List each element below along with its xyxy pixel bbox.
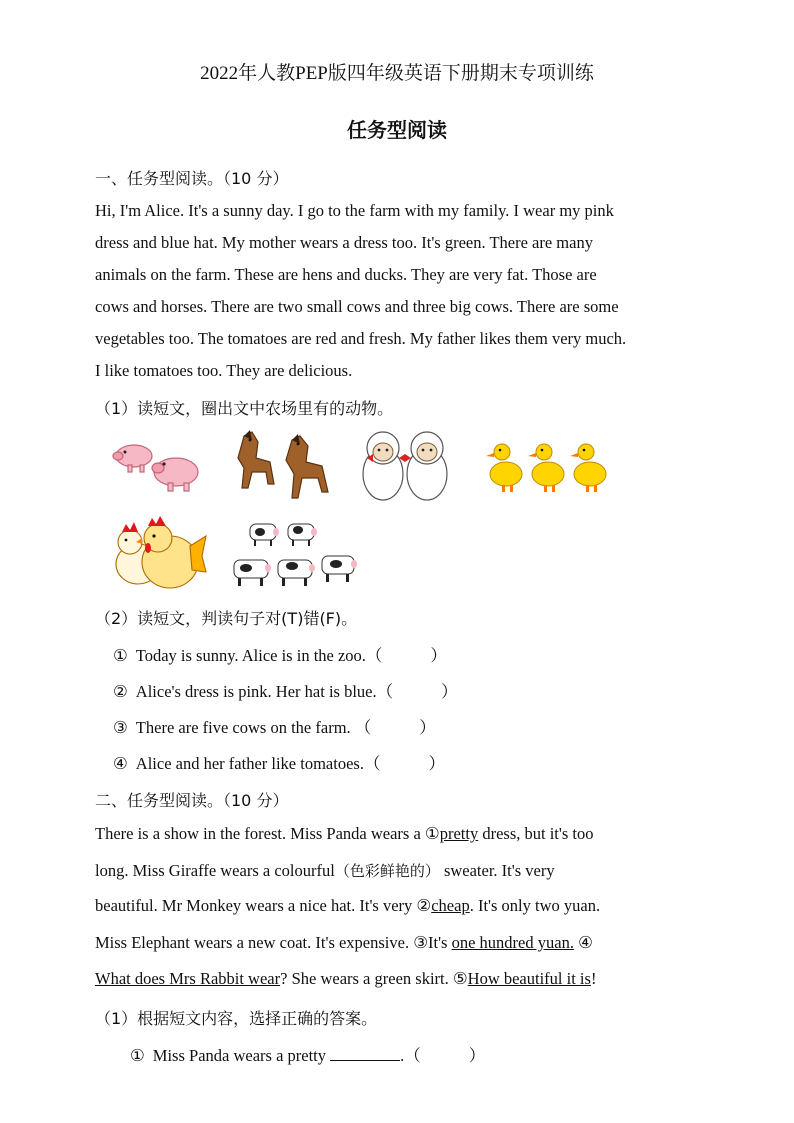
sheep-icon xyxy=(355,428,455,508)
item-close: ） xyxy=(419,718,436,737)
passage-line: vegetables too. The tomatoes are red and fresh. My father likes them very much. xyxy=(95,329,627,348)
passage2-line xyxy=(95,896,600,916)
tf-item xyxy=(113,678,458,702)
text-run: There is a show in the forest. Miss Panda wears a ① xyxy=(95,824,440,843)
passage2-line xyxy=(95,824,594,844)
text-run: ④ xyxy=(573,933,593,952)
item-tail: .（ xyxy=(400,1046,421,1065)
text-run: ? She wears a green skirt. ⑤ xyxy=(280,969,468,988)
passage2-line xyxy=(95,933,593,953)
cow-icon xyxy=(232,518,358,588)
item-close: ） xyxy=(468,1046,486,1065)
underlined-phrase: How beautiful it is xyxy=(467,969,591,988)
text-run: . It's only two yuan. xyxy=(469,896,601,915)
passage-line: I like tomatoes too. They are delicious. xyxy=(95,361,353,380)
underlined-phrase: cheap xyxy=(431,896,470,915)
text-run: Miss Elephant wears a new coat. It's expensive. ③It's xyxy=(95,933,452,952)
text-run: ! xyxy=(590,969,597,988)
page-subtitle: 任务型阅读 xyxy=(347,118,447,142)
item-number: ② xyxy=(113,682,128,701)
item-text: Miss Panda wears a pretty xyxy=(152,1046,331,1065)
tf-item xyxy=(113,714,436,738)
tf-item xyxy=(113,642,447,666)
item-text: Alice and her father like tomatoes.（ xyxy=(135,754,381,773)
horse-icon xyxy=(230,428,342,504)
tf-item xyxy=(113,750,445,774)
pig-icon xyxy=(108,438,204,494)
item-number: ① xyxy=(130,1046,145,1065)
text-run: sweater. It's very xyxy=(439,861,555,880)
passage2-line xyxy=(95,860,555,881)
item-text: Today is sunny. Alice is in the zoo.（ xyxy=(135,646,383,665)
item-close: ） xyxy=(441,682,458,701)
passage2-line xyxy=(95,969,596,989)
text-run: beautiful. Mr Monkey wears a nice hat. It's very ② xyxy=(95,896,432,915)
item-text: There are five cows on the farm. （ xyxy=(135,718,372,737)
underlined-phrase: pretty xyxy=(439,824,479,843)
item-number: ④ xyxy=(113,754,128,773)
item-number: ① xyxy=(113,646,128,665)
duck-icon xyxy=(484,436,614,496)
choice-item xyxy=(130,1042,485,1066)
item-text: Alice's dress is pink. Her hat is blue.（ xyxy=(135,682,394,701)
section2-heading: 二、任务型阅读。（10 分） xyxy=(95,791,289,810)
question-1-prompt: （1）读短文，圈出文中农场里有的动物。 xyxy=(95,399,394,418)
item-number: ③ xyxy=(113,718,128,737)
chinese-gloss: （色彩鲜艳的） xyxy=(334,862,440,880)
fill-in-blank[interactable] xyxy=(330,1046,400,1061)
page-title: 2022年人教PEP版四年级英语下册期末专项训练 xyxy=(200,63,594,84)
item-close: ） xyxy=(430,646,447,665)
item-close: ） xyxy=(428,754,445,773)
section1-heading: 一、任务型阅读。（10 分） xyxy=(95,169,289,188)
underlined-phrase: one hundred yuan. xyxy=(451,933,574,952)
section2-question-1-prompt: （1）根据短文内容，选择正确的答案。 xyxy=(95,1009,378,1028)
text-run: dress, but it's too xyxy=(478,824,594,843)
passage-line: Hi, I'm Alice. It's a sunny day. I go to the farm with my family. I wear my pink xyxy=(95,201,614,220)
passage-line: dress and blue hat. My mother wears a dress too. It's green. There are many xyxy=(95,233,593,252)
underlined-phrase: What does Mrs Rabbit wear xyxy=(95,969,281,988)
question-2-prompt: （2）读短文，判读句子对(T)错(F)。 xyxy=(95,609,358,628)
text-run: long. Miss Giraffe wears a colourful xyxy=(95,861,335,880)
passage-line: animals on the farm. These are hens and ducks. They are very fat. Those are xyxy=(95,265,597,284)
hen-icon xyxy=(108,516,208,592)
passage-line: cows and horses. There are two small cows and three big cows. There are some xyxy=(95,297,619,316)
